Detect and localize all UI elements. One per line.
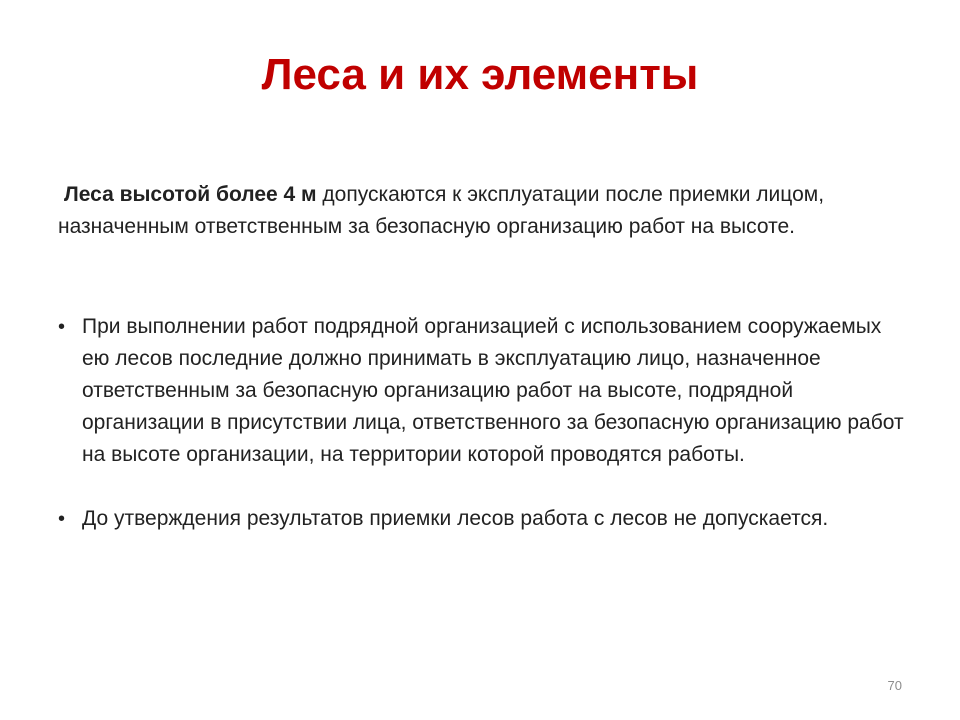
bullet-dot-icon: • bbox=[58, 316, 66, 338]
slide-title: Леса и их элементы bbox=[261, 50, 699, 99]
bullet-item bbox=[58, 311, 908, 471]
intro-text: допускаются к эксплуатации после приемки лицом, назначенным ответственным за безопасную организацию работ на высоте. bbox=[58, 183, 825, 238]
intro-lead: Леса высотой более 4 м bbox=[64, 183, 317, 206]
bullet-dot-icon: • bbox=[58, 508, 66, 530]
bullet-text: До утверждения результатов приемки лесов работа с лесов не допускается. bbox=[82, 507, 829, 530]
intro-paragraph bbox=[58, 179, 908, 243]
bullet-list bbox=[58, 311, 908, 567]
page-number: 70 bbox=[887, 678, 902, 693]
bullet-item bbox=[58, 503, 908, 535]
bullet-text: При выполнении работ подрядной организацией с использованием сооружаемых ею лесов последние должно принимать в эксплуатацию лицо, назначенное ответственным за безопасную организацию работ на высоте, подрядной организации в присутствии лица, ответственного за безопасную организацию работ на высоте организации, на территории которой проводятся работы. bbox=[82, 315, 904, 466]
